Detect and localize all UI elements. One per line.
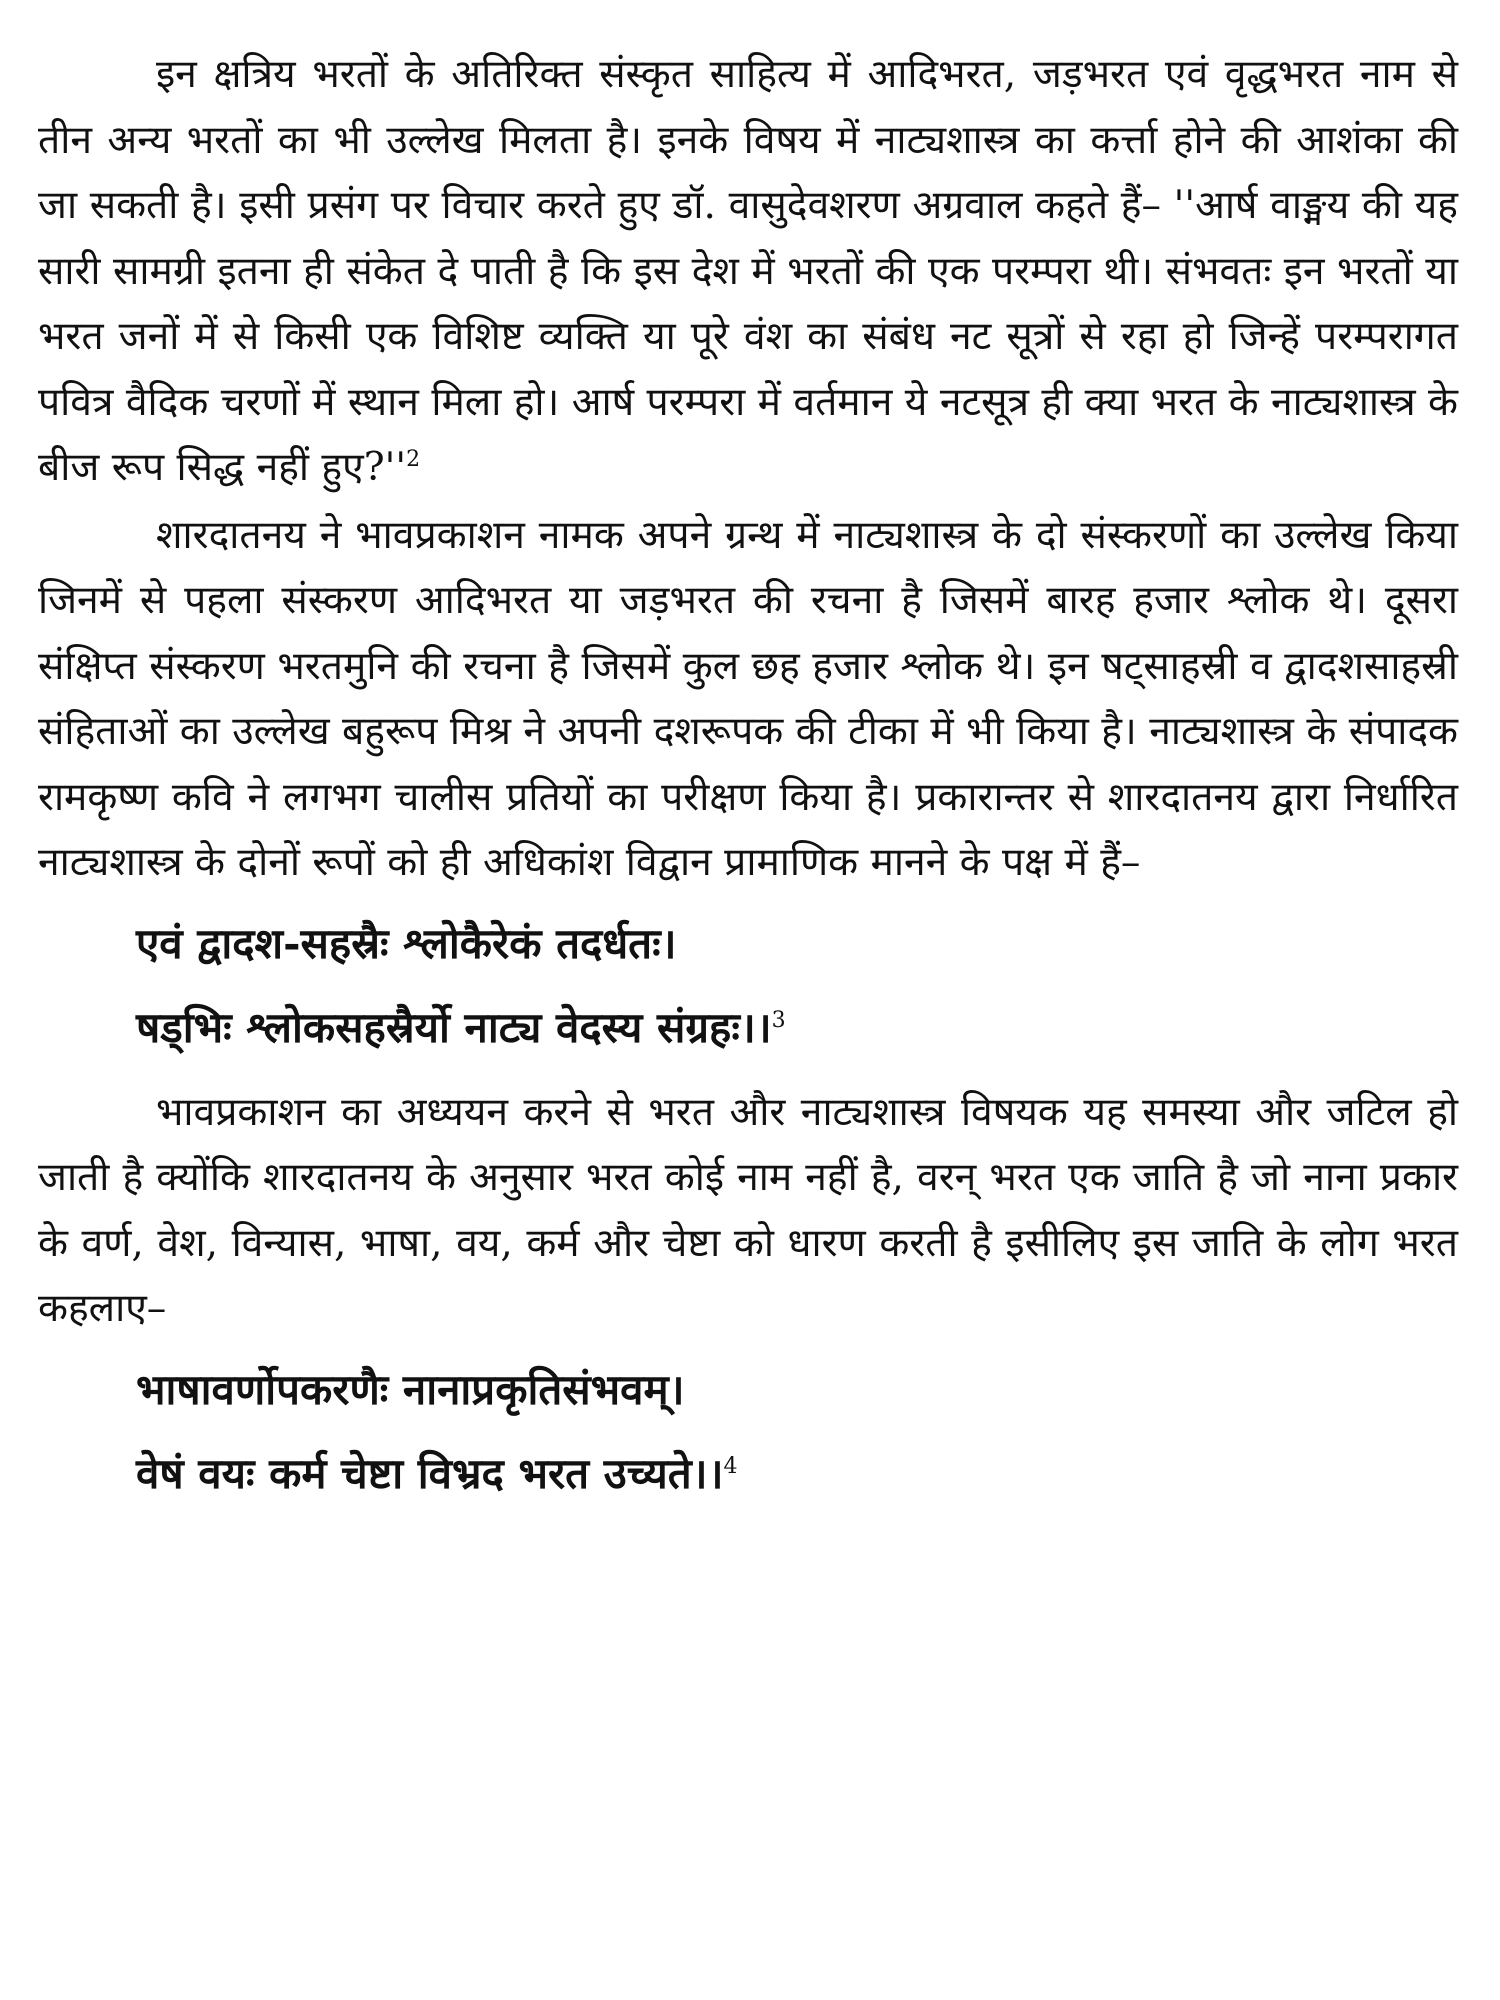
paragraph-3-text: भावप्रकाशन का अध्ययन करने से भरत और नाट्यशास्त्र विषयक यह समस्या और जटिल हो जाती है क्योंकि शारदातनय के अनुसार भरत कोई नाम नहीं है, वरन् भरत एक जाति है जो नाना प्रकार के वर्ण, वेश, विन्यास, भाषा, वय, कर्म और चेष्टा को धारण करती है इसीलिए इस जाति के लोग भरत कहलाए– [38,1089,1458,1331]
verse-line-4 [136,1432,1458,1516]
footnote-marker-3: 3 [771,1007,786,1033]
footnote-marker-2: 2 [406,447,421,472]
verse-line-3 [136,1348,1458,1432]
paragraph-2-text: शारदातनय ने भावप्रकाशन नामक अपने ग्रन्थ में नाट्यशास्त्र के दो संस्करणों का उल्लेख किया जिनमें से पहला संस्करण आदिभरत या जड़भरत की रचना है जिसमें बारह हजार श्लोक थे। दूसरा संक्षिप्त संस्करण भरतमुनि की रचना है जिसमें कुल छह हजार श्लोक थे। इन षट्साहस्री व द्वादशसाहस्री संहिताओं का उल्लेख बहुरूप मिश्र ने अपनी दशरूपक की टीका में भी किया है। नाट्यशास्त्र के संपादक रामकृष्ण कवि ने लगभग चालीस प्रतियों का परीक्षण किया है। प्रकारान्तर से शारदातनय द्वारा निर्धारित नाट्यशास्त्र के दोनों रूपों को ही अधिकांश विद्वान प्रामाणिक मानने के पक्ष में हैं– [38,512,1458,885]
verse-line-2 [136,986,1458,1070]
footnote-marker-4: 4 [723,1453,738,1479]
verse-line-2-text: षड्भिः श्लोकसहस्रैर्यो नाट्य वेदस्य संग्रहः।। [136,1002,772,1052]
document-page [38,42,1458,1962]
verse-block-2 [38,1348,1458,1516]
verse-line-3-text: भाषावर्णोपकरणैः नानाप्रकृतिसंभवम्। [136,1364,685,1414]
verse-block-1 [38,902,1458,1070]
verse-line-1-text: एवं द्वादश-सहस्रैः श्लोकैरेकं तदर्धतः। [136,918,677,968]
verse-line-4-text: वेषं वयः कर्म चेष्टा विभ्रद भरत उच्यते।। [136,1448,724,1498]
paragraph-2 [38,503,1458,896]
paragraph-3 [38,1080,1458,1342]
verse-line-1 [136,902,1458,986]
paragraph-1 [38,42,1458,501]
paragraph-1-text: इन क्षत्रिय भरतों के अतिरिक्त संस्कृत साहित्य में आदिभरत, जड़भरत एवं वृद्धभरत नाम से तीन अन्य भरतों का भी उल्लेख मिलता है। इनके विषय में नाट्यशास्त्र का कर्त्ता होने की आशंका की जा सकती है। इसी प्रसंग पर विचार करते हुए डॉ. वासुदेवशरण अग्रवाल कहते हैं– ''आर्ष वाङ्मय की यह सारी सामग्री इतना ही संकेत दे पाती है कि इस देश में भरतों की एक परम्परा थी। संभवतः इन भरतों या भरत जनों में से किसी एक विशिष्ट व्यक्ति या पूरे वंश का संबंध नट सूत्रों से रहा हो जिन्हें परम्परागत पवित्र वैदिक चरणों में स्थान मिला हो। आर्ष परम्परा में वर्तमान ये नटसूत्र ही क्या भरत के नाट्यशास्त्र के बीज रूप सिद्ध नहीं हुए?'' [38,52,1458,490]
